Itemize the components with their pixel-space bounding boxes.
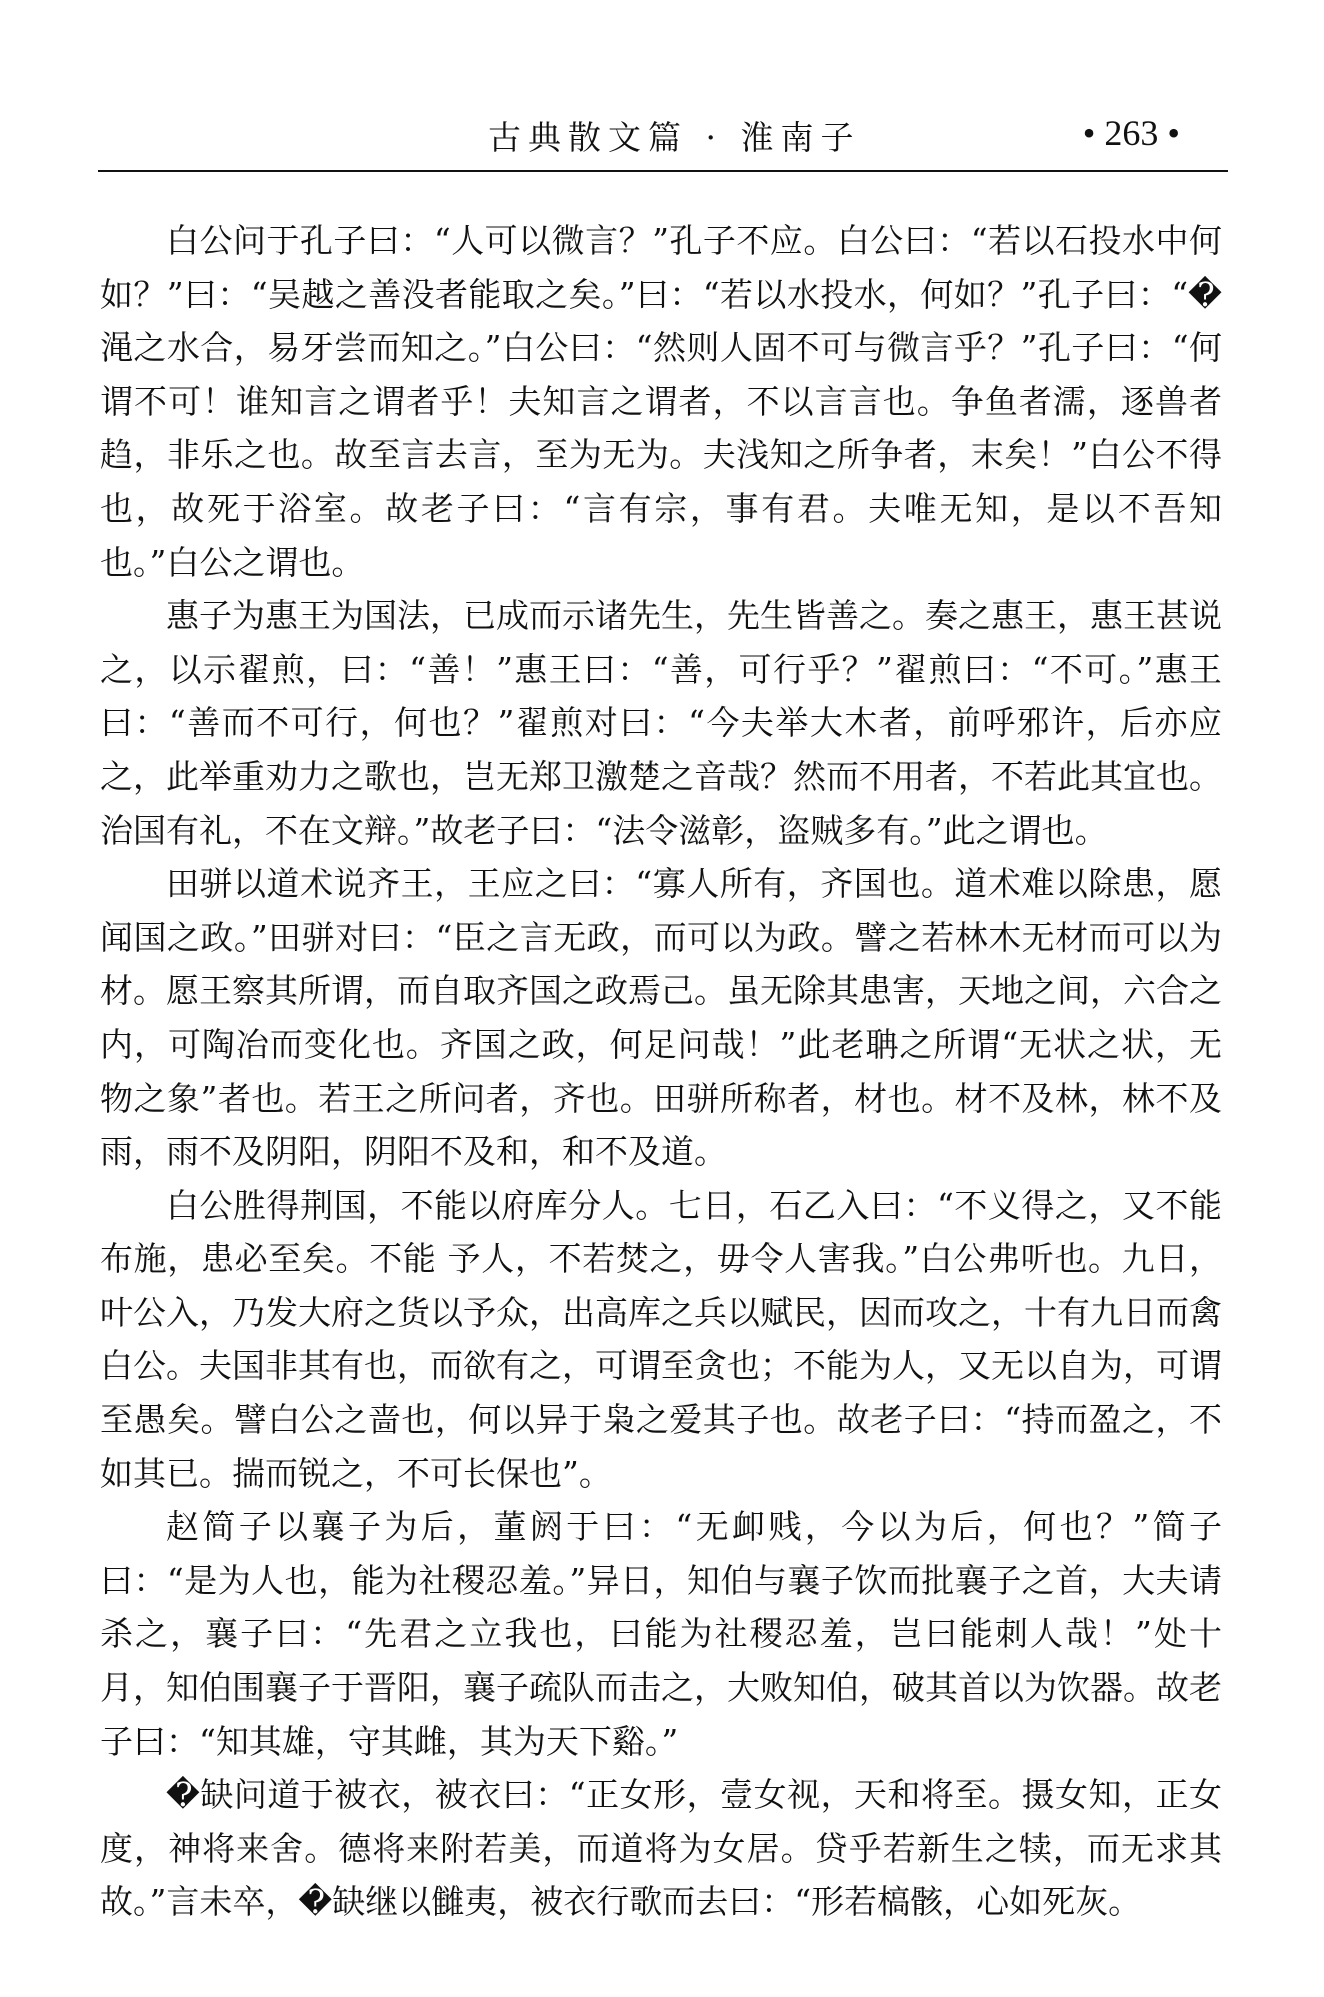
running-header [98, 104, 1228, 166]
running-title: 古典散文篇 · 淮南子 [488, 118, 861, 157]
paragraph: 田骈以道术说齐王，王应之曰：“寡人所有，齐国也。道术难以除患，愿闻国之政。”田骈对曰：“臣之言无政，而可以为政。譬之若林木无材而可以为材。愿王察其所谓，而自取齐国之政焉己。虽无除其患害，天地之间，六合之内，可陶冶而变化也。齐国之政，何足问哉！”此老聃之所谓“无状之状，无物之象”者也。若王之所问者，齐也。田骈所称者，材也。材不及林，林不及雨，雨不及阴阳，阴阳不及和，和不及道。 [100, 864, 1222, 1172]
header-rule [98, 170, 1228, 172]
paragraph: 白公问于孔子曰：“人可以微言？”孔子不应。白公曰：“若以石投水中何如？”曰：“吴越之善没者能取之矣。”曰：“若以水投水，何如？”孔子曰：“�渑之水合，易牙尝而知之。”白公曰：“然则人固不可与微言乎？”孔子曰：“何谓不可！谁知言之谓者乎！夫知言之谓者，不以言言也。争鱼者濡，逐兽者趋，非乐之也。故至言去言，至为无为。夫浅知之所争者，末矣！”白公不得也，故死于浴室。故老子曰：“言有宗，事有君。夫唯无知，是以不吾知也。”白公之谓也。 [100, 221, 1222, 582]
page-number: • 263 • [1082, 113, 1180, 153]
paragraph: 白公胜得荆国，不能以府库分人。七日，石乙入曰：“不义得之，又不能布施，患必至矣。不能 予人，不若焚之，毋令人害我。”白公弗听也。九日，叶公入，乃发大府之货以予众，出高库之兵以赋民，因而攻之，十有九日而禽白公。夫国非其有也，而欲有之，可谓至贪也；不能为人，又无以自为，可谓至愚矣。譬白公之啬也，何以异于枭之爱其子也。故老子曰：“持而盈之，不如其已。揣而锐之，不可长保也”。 [100, 1185, 1222, 1493]
paragraph: �缺问道于被衣，被衣曰：“正女形，壹女视，天和将至。摄女知，正女度，神将来舍。德将来附若美，而道将为女居。贷乎若新生之犊，而无求其故。”言未卒，�缺继以雠夷，被衣行歌而去曰：“形若槁骸，心如死灰。 [100, 1775, 1222, 1922]
body-text [100, 214, 1222, 1929]
paragraph: 赵简子以襄子为后，董阏于曰：“无卹贱，今以为后，何也？”简子曰：“是为人也，能为社稷忍羞。”异日，知伯与襄子饮而批襄子之首，大夫请杀之，襄子曰：“先君之立我也，曰能为社稷忍羞，岂曰能刺人哉！”处十月，知伯围襄子于晋阳，襄子疏队而击之，大败知伯，破其首以为饮器。故老子曰：“知其雄，守其雌，其为天下谿。” [100, 1507, 1222, 1761]
paragraph: 惠子为惠王为国法，已成而示诸先生，先生皆善之。奏之惠王，惠王甚说之，以示翟煎，曰：“善！”惠王曰：“善，可行乎？”翟煎曰：“不可。”惠王曰：“善而不可行，何也？”翟煎对曰：“今夫举大木者，前呼邪许，后亦应之，此举重劝力之歌也，岂无郑卫激楚之音哉？然而不用者，不若此其宜也。治国有礼，不在文辩。”故老子曰：“法令滋彰，盗贼多有。”此之谓也。 [100, 596, 1222, 850]
